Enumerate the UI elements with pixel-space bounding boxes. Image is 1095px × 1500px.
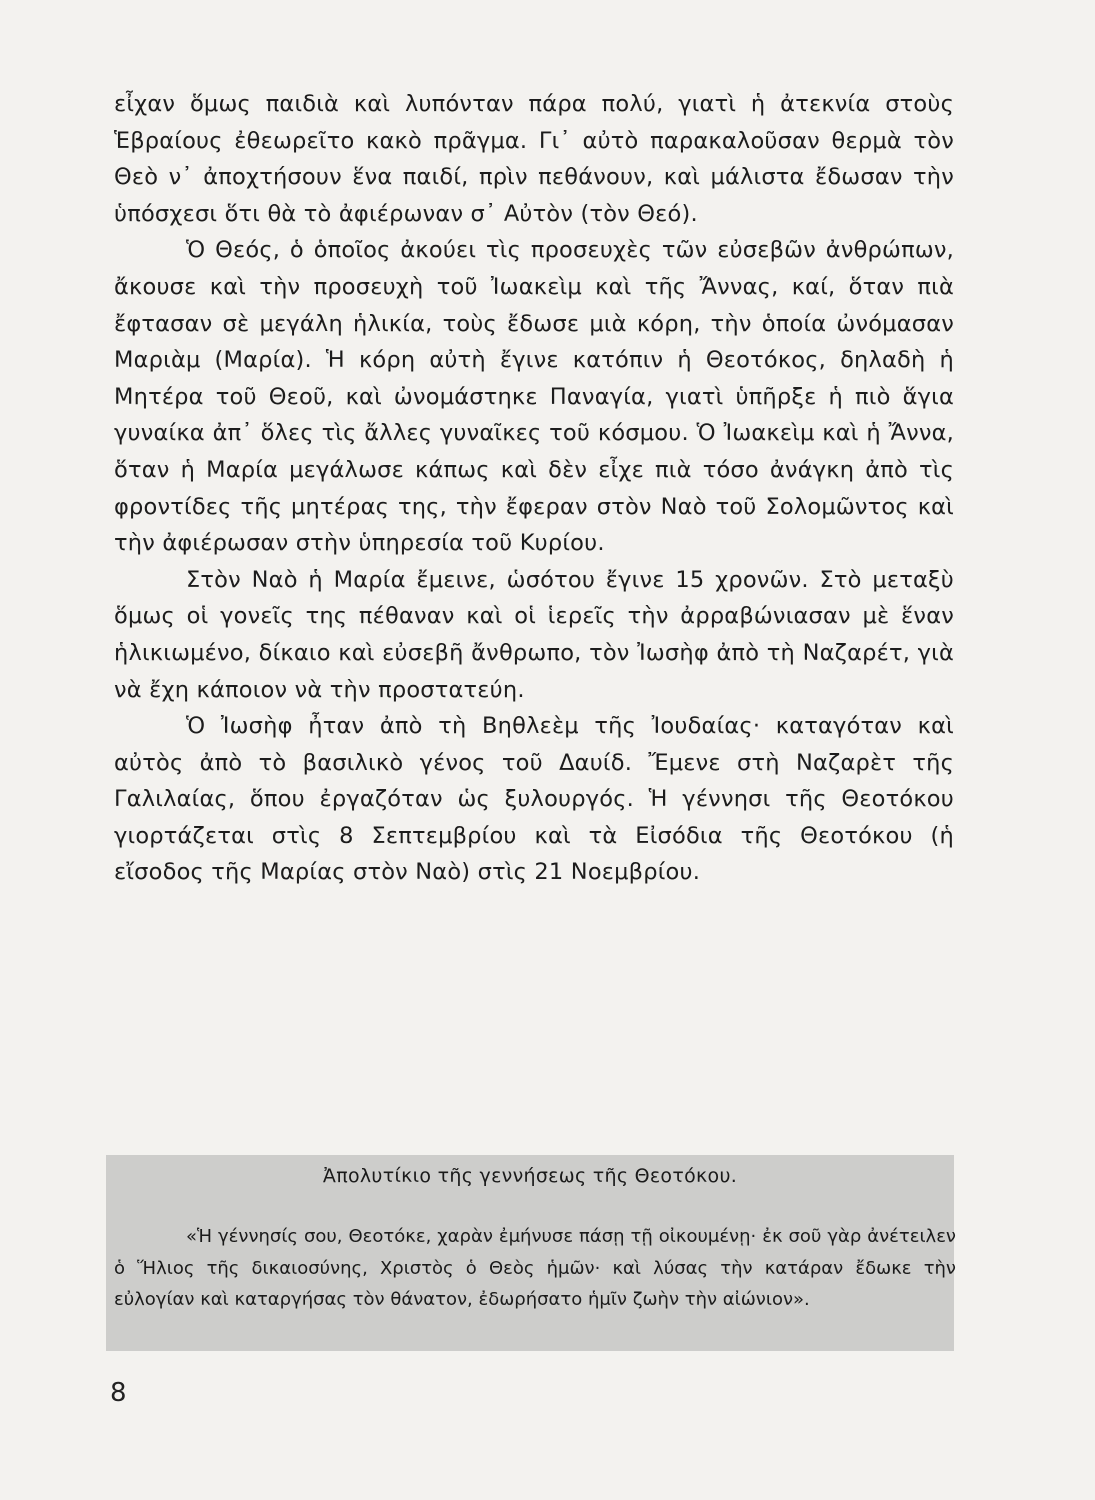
paragraph-3: Στὸν Ναὸ ἡ Μαρία ἔμεινε, ὡσότου ἔγινε 15 χρονῶν. Στὸ μεταξὺ ὅμως οἱ γονεῖς της πέθαναν καὶ οἱ ἱερεῖς τὴν ἀρραβώνιασαν μὲ ἕναν ἡλικιωμένο, δίκαιο καὶ εὐσεβῆ ἄνθρωπο, τὸν Ἰωσὴφ ἀπὸ τὴ Ναζαρέτ, γιὰ νὰ ἔχη κάποιον νὰ τὴν προστατεύη. (114, 566, 954, 703)
paragraph-2: Ὁ Θεός, ὁ ὁποῖος ἀκούει τὶς προσευχὲς τῶν εὐσεβῶν ἀνθρώπων, ἄκουσε καὶ τὴν προσευχὴ τοῦ Ἰωακεὶμ καὶ τῆς Ἄννας, καί, ὅταν πιὰ ἔφτασαν σὲ μεγάλη ἡλικία, τοὺς ἔδωσε μιὰ κόρη, τὴν ὁποία ὠνόμασαν Μαριὰμ (Μαρία). Ἡ κόρη αὐτὴ ἔγινε κατόπιν ἡ Θεοτόκος, δηλαδὴ ἡ Μητέρα τοῦ Θεοῦ, καὶ ὠνομάστηκε Παναγία, γιατὶ ὑπῆρξε ἡ πιὸ ἅγια γυναίκα ἀπ᾽ ὅλες τὶς ἄλλες γυναῖκες τοῦ κόσμου. Ὁ Ἰωακεὶμ καὶ ἡ Ἄννα, ὅταν ἡ Μαρία μεγάλωσε κάπως καὶ δὲν εἶχε πιὰ τόσο ἀνάγκη ἀπὸ τὶς φροντίδες τῆς μητέρας της, τὴν ἔφεραν στὸν Ναὸ τοῦ Σολομῶντος καὶ τὴν ἀφιέρωσαν στὴν ὑπηρεσία τοῦ Κυρίου. (114, 237, 954, 557)
paragraph-1: εἶχαν ὅμως παιδιὰ καὶ λυπόνταν πάρα πολύ, γιατὶ ἡ ἀτεκνία στοὺς Ἑβραίους ἐθεωρεῖτο κακὸ πρᾶγμα. Γι᾽ αὐτὸ παρακαλοῦσαν θερμὰ τὸν Θεὸ ν᾽ ἀποχτήσουν ἕνα παιδί, πρὶν πεθάνουν, καὶ μάλιστα ἔδωσαν τὴν ὑπόσχεσι ὅτι θὰ τὸ ἀφιέρωναν σ᾽ Αὐτὸν (τὸν Θεό). (114, 91, 954, 227)
paragraph-4: Ὁ Ἰωσὴφ ἦταν ἀπὸ τὴ Βηθλεὲμ τῆς Ἰουδαίας· καταγόταν καὶ αὐτὸς ἀπὸ τὸ βασιλικὸ γένος τοῦ Δαυίδ. Ἔμενε στὴ Ναζαρὲτ τῆς Γαλιλαίας, ὅπου ἐργαζόταν ὡς ξυλουργός. Ἡ γέννησι τῆς Θεοτόκου γιορτάζεται στὶς 8 Σεπτεμβρίου καὶ τὰ Εἰσόδια τῆς Θεοτόκου (ἡ εἴσοδος τῆς Μαρίας στὸν Ναὸ) στὶς 21 Νοεμβρίου. (114, 713, 954, 886)
hymn-title: Ἀπολυτίκιο τῆς γεννήσεως τῆς Θεοτόκου. (322, 1165, 738, 1187)
hymn-box (106, 1155, 954, 1351)
hymn-text: «Ἡ γέννησίς σου, Θεοτόκε, χαρὰν ἐμήνυσε πάσῃ τῇ οἰκουμένῃ· ἐκ σοῦ γὰρ ἀνέτειλεν ὁ Ἥλιος τῆς δικαιοσύνης, Χριστὸς ὁ Θεὸς ἡμῶν· καὶ λύσας τὴν κατάραν ἔδωκε τὴν εὐλογίαν καὶ καταργήσας τὸν θάνατον, ἐδωρήσατο ἡμῖν ζωὴν τὴν αἰώνιον». (114, 1226, 956, 1310)
body-text (114, 86, 954, 891)
page-number: 8 (110, 1378, 127, 1408)
